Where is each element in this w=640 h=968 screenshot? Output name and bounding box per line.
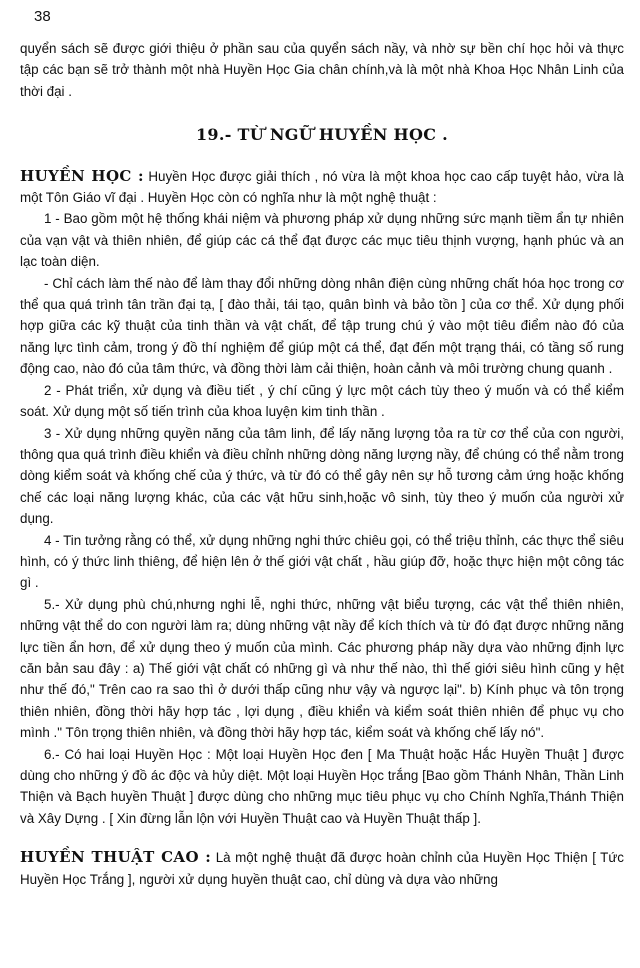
huyen-hoc-term: HUYỀN HỌC :: [20, 166, 144, 185]
paragraph-2: 2 - Phát triển, xử dụng và điều tiết , ý chí cũng ý lực một cách tùy theo ý muốn và có thể kiểm soát. Xử dụng một số tiến trình của khoa luyện kim tinh thần .: [20, 382, 624, 420]
paragraph-4: 4 - Tin tưởng rằng có thể, xử dụng những nghi thức chiêu gọi, có thể triệu thỉnh, các thực thể siêu hình, có ý thức linh thiêng, để hiện lên ở thế giới vật chất , hầu giúp đỡ, hoặc thực hiện một công tác gì .: [20, 532, 624, 591]
huyen-hoc-definition-text: Huyền Học được giải thích , nó vừa là một khoa học cao cấp tuyệt hảo, vừa là một Tôn Giáo vĩ đại . Huyền Học còn có nghĩa như là một nghệ thuật :: [20, 168, 624, 206]
section-heading: 19.- TỪ NGỮ HUYỀN HỌC .: [195, 125, 448, 145]
paragraph-5: 5.- Xử dụng phù chú,nhưng nghi lễ, nghi thức, những vật biểu tượng, các vật thể thiên nhiên, những vật thể do con người làm ra; dùng những vật nầy để kích thích và từ đó đạt được những năng lực tiền ẩn hơn, để xử dụng theo ý muốn của mình. Các phương pháp nầy dựa vào những định lực căn bản sau đây : a) Thế giới vật chất có những gì và như thế nào, thì thế giới siêu hình cũng y hệt như thế đó," Trên cao ra sao thì ở dưới thấp cũng như vậy và ngược lại". b) Kính phục và tôn trọng thiên nhiên, đồng thời hãy hợp tác , lợi dụng , điều khiển và kiểm soát thiên nhiên để phục vụ cho mình ." Tôn trọng thiên nhiên, và đồng thời hãy hợp tác, kiểm soát và khống chế lấy nó".: [20, 596, 624, 741]
huyen-thuat-cao-term: HUYỀN THUẬT CAO :: [20, 848, 212, 867]
paragraph-1: 1 - Bao gồm một hệ thống khái niệm và phương pháp xử dụng những sức mạnh tiềm ẩn tự nhiên của vạn vật và thiên nhiên, để giúp các cá thể đạt được các mục tiêu thịnh vượng, hạnh phúc và an lạc toàn diện.: [20, 211, 624, 270]
page-number: 38: [34, 8, 51, 25]
page-body: [20, 38, 624, 890]
huyen-thuat-cao-definition-text: Là một nghệ thuật đã được hoàn chỉnh của Huyền Học Thiện [ Tức Huyền Học Trắng ], người xử dụng huyền thuật cao, chỉ dùng và dựa vào những: [20, 850, 625, 887]
paragraph-3: 3 - Xử dụng những quyền năng của tâm linh, để lấy năng lượng tỏa ra từ cơ thể của con người, thông qua quá trình điều khiển và điều chỉnh những dòng năng lượng nầy, để chúng có thể nằm trong dòng kiểm soát và khống chế của ý thức, và từ đó có thể gây nên sự hỗ tương cảm ứng hoặc khống chế các loại năng lượng khác, của các vật hữu sinh,hoặc vô sinh, tùy theo ý muốn của người xử dụng.: [20, 425, 624, 527]
paragraph-6: 6.- Có hai loại Huyền Học : Một loại Huyền Học đen [ Ma Thuật hoặc Hắc Huyền Thuật ] được dùng cho những ý đồ ác độc và hủy diệt. Một loại Huyền Học trắng [Bao gồm Thánh Nhân, Thần Linh Thiện và Bạch huyền Thuật ] được dùng cho những mục tiêu phục vụ cho Chính Nghĩa,Thánh Thiện và Xây Dựng . [ Xin đừng lẫn lộn với Huyền Thuật cao và Huyền Thuật thấp ].: [20, 746, 624, 826]
huyen-thuat-cao-definition: [20, 847, 624, 890]
huyen-hoc-definition: [20, 166, 624, 209]
intro-paragraph: quyển sách sẽ được giới thiệu ở phần sau của quyển sách nầy, và nhờ sự bền chí học hỏi và thực tập các bạn sẽ trở thành một nhà Huyền Học Gia chân chính,và là một nhà Khoa Học Nhân Linh của thời đại .: [20, 41, 624, 99]
paragraph-1-cont: - Chỉ cách làm thế nào để làm thay đổi những dòng nhân điện cùng những chất hóa học trong cơ thể qua quá trình tân trần đại tạ, [ đào thải, tái tạo, quân bình và bảo tồn ] của cơ thể. Xử dụng phối hợp giữa các kỹ thuật của tinh thần và vật chất, để tập trung chú ý vào một tiêu điểm nào đó của năng lực tình cảm, trong ý đồ thí nghiệm để giúp một cá thể, đạt đến một trạng thái, có tầng số rung động cao, nào đó của tâm thức, và đồng thời làm cải thiện, hoàn cảnh và môi trường chung quanh .: [20, 275, 624, 377]
